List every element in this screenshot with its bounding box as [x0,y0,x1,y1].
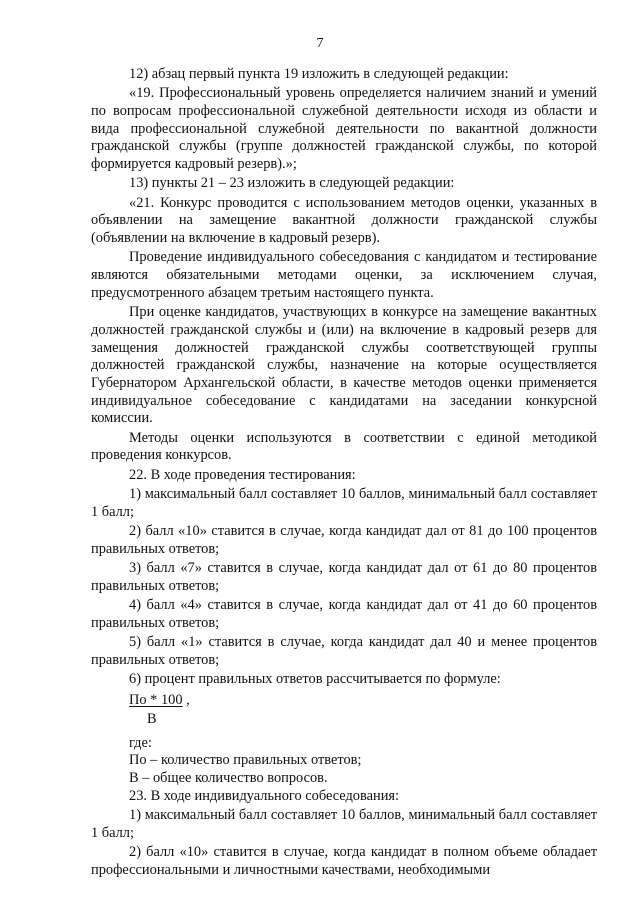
paragraph-point-21: «21. Конкурс проводится с использованием методов оценки, указанных в объявлении на замещение вакантной должности гражданской службы (объявлении на включение в кадровый резерв). [91,194,597,247]
paragraph-point-23: 23. В ходе индивидуального собеседования: [129,787,400,804]
paragraph-point-19: «19. Профессиональный уровень определяется наличием знаний и умений по вопросам профессиональной служебной деятельности исходя из области и вида профессиональной служебной деятельности по вакантной должности гражданской службы (группе должностей гражданской службы, по которой формируется кадровый резерв).»; [91,85,597,173]
paragraph-item-13: 13) пункты 21 – 23 изложить в следующей редакции: [129,175,455,192]
formula-definition-po: По – количество правильных ответов; [129,752,362,769]
list-item-percent-formula: 6) процент правильных ответов рассчитывается по формуле: [129,670,501,687]
list-item-score-7: 3) балл «7» ставится в случае, когда кандидат дал от 61 до 80 процентов правильных ответов; [91,559,597,594]
list-item-score-1: 5) балл «1» ставится в случае, когда кандидат дал 40 и менее процентов правильных ответов; [91,633,597,668]
formula-definition-v: В – общее количество вопросов. [129,770,328,787]
list-item-interview-score-range: 1) максимальный балл составляет 10 баллов, минимальный балл составляет 1 балл; [91,807,597,841]
list-item-score-4: 4) балл «4» ставится в случае, когда кандидат дал от 41 до 60 процентов правильных ответов; [91,596,597,631]
formula-denominator: В [147,710,157,727]
paragraph-governor-appointment: При оценке кандидатов, участвующих в конкурсе на замещение вакантных должностей гражданской службы и (или) на включение в кадровый резерв для замещения должностей гражданской службы соответствующей группы должностей гражданской службы, назначение на которые осуществляется Губернатором Архангельской области, в качестве методов оценки применяется индивидуальное собеседование с кандидатами на заседании конкурсной комиссии. [91,304,597,427]
formula-numerator: По * 100 [129,691,183,708]
document-body [91,66,597,879]
list-item-score-10: 2) балл «10» ставится в случае, когда кандидат дал от 81 до 100 процентов правильных ответов; [91,522,597,557]
paragraph-methods-mandatory: Проведение индивидуального собеседования с кандидатом и тестирование являются обязательными методами оценки, за исключением случая, предусмотренного абзацем третьим настоящего пункта. [91,249,597,301]
page-number: 7 [316,36,324,51]
list-item-interview-score-10: 2) балл «10» ставится в случае, когда кандидат в полном объеме обладает профессиональными и личностными качествами, необходимыми [91,844,597,878]
formula-tail: , [182,691,190,708]
list-item-score-range: 1) максимальный балл составляет 10 баллов, минимальный балл составляет 1 балл; [91,485,597,520]
paragraph-unified-methodology: Методы оценки используются в соответствии с единой методикой проведения конкурсов. [91,429,597,464]
paragraph-point-22: 22. В ходе проведения тестирования: [129,466,356,483]
formula-where-label: где: [129,734,152,751]
paragraph-item-12: 12) абзац первый пункта 19 изложить в следующей редакции: [129,66,509,82]
percent-formula [129,691,597,729]
